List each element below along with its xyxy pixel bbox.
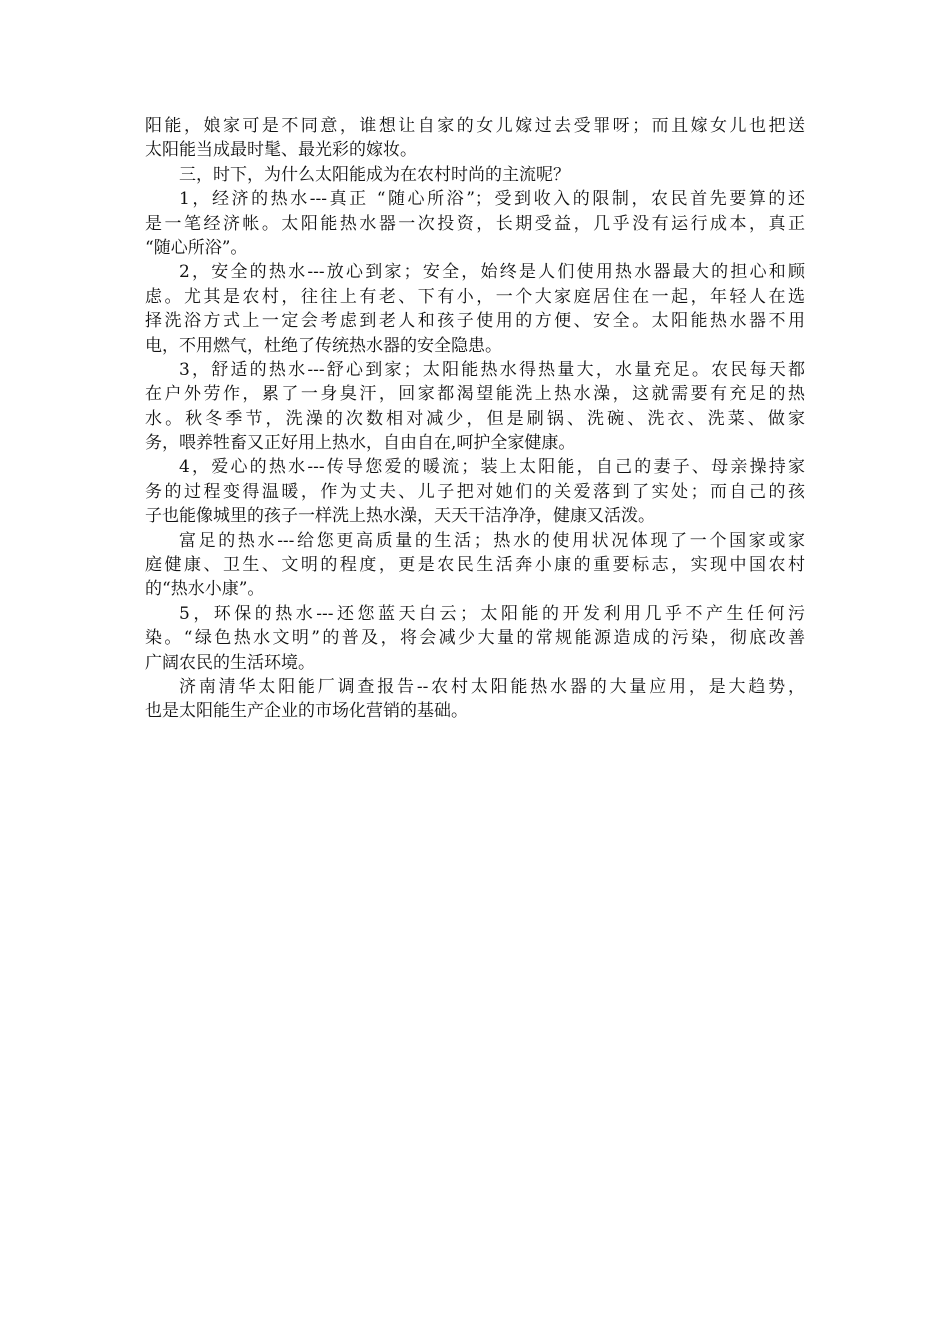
- text-line: 染。“绿色热水文明”的普及，将会减少大量的常规能源造成的污染，彻底改善: [145, 628, 805, 649]
- text-line: 5，环保的热水---还您蓝天白云；太阳能的开发利用几乎不产生任何污: [179, 603, 805, 624]
- text-line: 三，时下，为什么太阳能成为在农村时尚的主流呢？: [179, 164, 570, 185]
- paragraph-safety: [145, 260, 805, 358]
- text-line: 水。秋冬季节，洗澡的次数相对减少，但是刷锅、洗碗、洗衣、洗菜、做家: [145, 408, 805, 429]
- text-line: 2，安全的热水---放心到家；安全，始终是人们使用热水器最大的担心和顾: [179, 262, 805, 283]
- section-heading-three: [145, 163, 805, 187]
- text-line: “随心所浴”。: [145, 237, 248, 258]
- text-line: 虑。尤其是农村，往往上有老、下有小，一个大家庭居住在一起，年轻人在选: [145, 286, 805, 307]
- text-line: 4，爱心的热水---传导您爱的暖流；装上太阳能，自己的妻子、母亲操持家: [179, 457, 805, 478]
- text-line: 广阔农民的生活环境。: [145, 652, 315, 673]
- text-line: 济南清华太阳能厂调查报告--农村太阳能热水器的大量应用，是大趋势，: [179, 676, 805, 697]
- document-body: [145, 114, 805, 724]
- text-line: 庭健康、卫生、文明的程度，更是农民生活奔小康的重要标志，实现中国农村: [145, 555, 805, 576]
- paragraph-conclusion: [145, 675, 805, 724]
- paragraph-environment: [145, 602, 805, 675]
- text-line: 子也能像城里的孩子一样洗上热水澡，天天干洁净净，健康又活泼。: [145, 506, 655, 527]
- text-line: 3，舒适的热水---舒心到家；太阳能热水得热量大，水量充足。农民每天都: [179, 359, 805, 380]
- text-line: 也是太阳能生产企业的市场化营销的基础。: [145, 701, 468, 722]
- text-line: 在户外劳作，累了一身臭汗，回家都渴望能洗上热水澡，这就需要有充足的热: [145, 384, 805, 405]
- text-line: 是一笔经济帐。太阳能热水器一次投资，长期受益，几乎没有运行成本，真正: [145, 213, 805, 234]
- paragraph-economic: [145, 187, 805, 260]
- text-line: 务，喂养牲畜又正好用上热水，自由自在,呵护全家健康。: [145, 433, 576, 454]
- text-line: 富足的热水---给您更高质量的生活；热水的使用状况体现了一个国家或家: [179, 530, 805, 551]
- text-line: 的“热水小康”。: [145, 579, 265, 600]
- text-line: 电，不用燃气，杜绝了传统热水器的安全隐患。: [145, 335, 502, 356]
- paragraph-comfort: [145, 358, 805, 456]
- paragraph-dowry: [145, 114, 805, 163]
- text-line: 务的过程变得温暖，作为丈夫、儿子把对她们的关爱落到了实处；而自己的孩: [145, 481, 805, 502]
- text-line: 太阳能当成最时髦、最光彩的嫁妆。: [145, 140, 417, 161]
- paragraph-love: [145, 455, 805, 528]
- paragraph-abundance: [145, 529, 805, 602]
- text-line: 阳能，娘家可是不同意，谁想让自家的女儿嫁过去受罪呀；而且嫁女儿也把送: [145, 116, 805, 136]
- text-line: 1，经济的热水---真正 “随心所浴”；受到收入的限制，农民首先要算的还: [179, 189, 805, 210]
- text-line: 择洗浴方式上一定会考虑到老人和孩子使用的方便、安全。太阳能热水器不用: [145, 311, 805, 332]
